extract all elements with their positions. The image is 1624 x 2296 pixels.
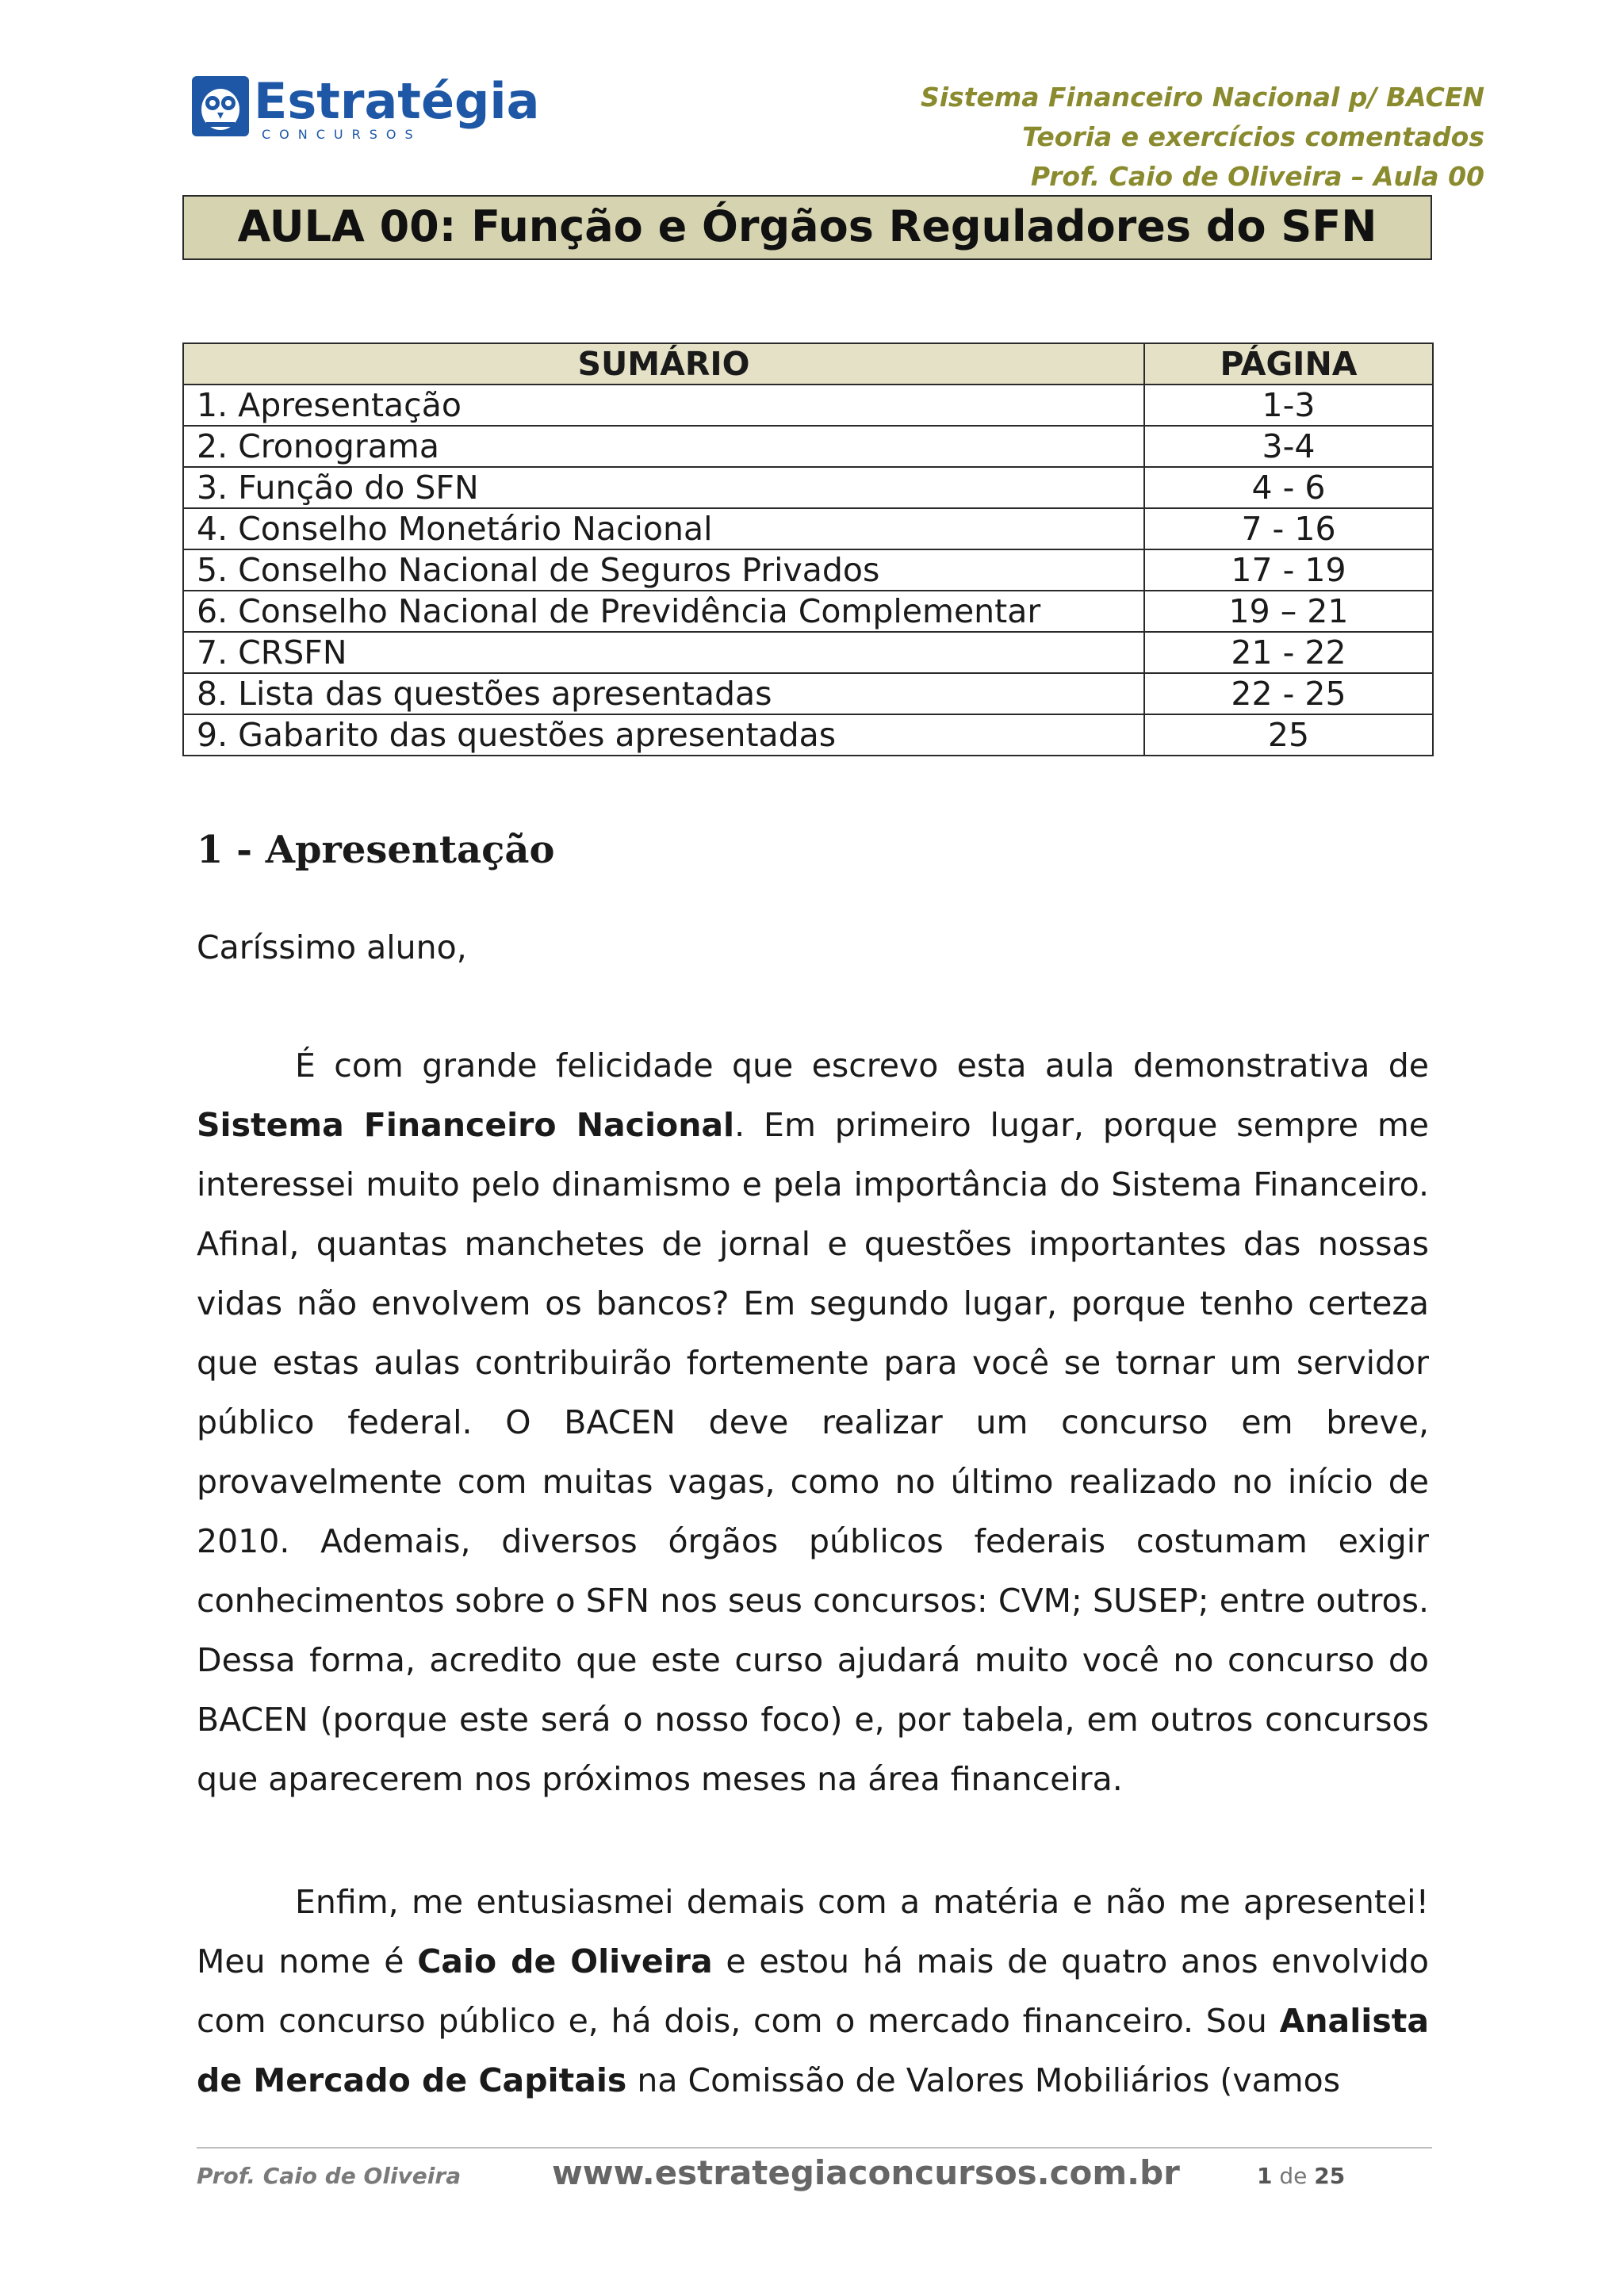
summary-item: 7. CRSFN — [183, 632, 1144, 673]
text-span: na Comissão de Valores Mobiliários (vamos — [626, 2061, 1341, 2099]
text-span: É com grande felicidade que escrevo esta aula demonstrativa de — [295, 1047, 1429, 1085]
table-row — [183, 508, 1433, 549]
logo — [192, 72, 540, 144]
table-row — [183, 426, 1433, 467]
header-course: Sistema Financeiro Nacional p/ BACEN — [920, 82, 1484, 113]
page-total: 25 — [1314, 2163, 1346, 2189]
summary-table — [182, 342, 1434, 756]
owl-logo-icon — [192, 76, 249, 136]
page-number — [1257, 2163, 1345, 2189]
text-span: . Em primeiro lugar, porque sempre me interessei muito pelo dinamismo e pela importância do Sistema Financeiro. Afinal, quantas manchetes de jornal e questões importantes das nossas vidas não envolvem os bancos? Em segundo lugar, porque tenho certeza que estas aulas contribuirão fortemente para você se tornar um servidor público federal. O BACEN deve realizar um concurso em breve, provavelmente com muitas vagas, como no último realizado no início de 2010. Ademais, diversos órgãos públicos federais costumam exigir conhecimentos sobre o SFN nos seus concursos: CVM; SUSEP; entre outros. Dessa forma, acredito que este curso ajudará muito você no concurso do BACEN (porque este será o nosso foco) e, por tabela, em outros concursos que aparecerem nos próximos meses na área financeira. — [197, 1106, 1430, 1798]
page-col-header: PÁGINA — [1144, 343, 1433, 385]
summary-page: 21 - 22 — [1144, 632, 1433, 673]
summary-item: 3. Função do SFN — [183, 467, 1144, 508]
running-header — [850, 78, 1484, 197]
lesson-title: AULA 00: Função e Órgãos Reguladores do SFN — [237, 201, 1377, 251]
table-row — [183, 632, 1433, 673]
summary-page: 25 — [1144, 714, 1433, 756]
logo-subtitle: CONCURSOS — [262, 127, 422, 142]
summary-item: 9. Gabarito das questões apresentadas — [183, 714, 1144, 756]
text-span: e estou há mais de quatro anos envolvido com concurso público e, há dois, com o mercado financeiro. Sou — [197, 1942, 1430, 2040]
summary-item: 6. Conselho Nacional de Previdência Complementar — [183, 591, 1144, 632]
logo-brand: Estratégia — [254, 72, 540, 130]
summary-item: 4. Conselho Monetário Nacional — [183, 508, 1144, 549]
summary-page: 3-4 — [1144, 426, 1433, 467]
table-row — [183, 714, 1433, 756]
bold-text: Caio de Oliveira — [417, 1942, 713, 1980]
summary-col-header: SUMÁRIO — [183, 343, 1144, 385]
table-row — [183, 591, 1433, 632]
page-separator: de — [1279, 2163, 1308, 2189]
table-row — [183, 549, 1433, 591]
header-type: Teoria e exercícios comentados — [1022, 121, 1484, 152]
section-heading: 1 - Apresentação — [197, 828, 555, 872]
summary-header-row — [183, 343, 1433, 385]
footer-author: Prof. Caio de Oliveira — [197, 2163, 462, 2189]
page-current: 1 — [1257, 2163, 1273, 2189]
summary-item: 1. Apresentação — [183, 385, 1144, 426]
paragraph-about-author — [197, 1873, 1429, 2110]
summary-page: 19 – 21 — [1144, 591, 1433, 632]
summary-page: 4 - 6 — [1144, 467, 1433, 508]
bold-text: Analista de Mercado de Capitais — [197, 2002, 1429, 2099]
paragraph-intro — [197, 1036, 1429, 1809]
table-row — [183, 673, 1433, 714]
summary-page: 7 - 16 — [1144, 508, 1433, 549]
footer-divider — [197, 2147, 1432, 2149]
greeting: Caríssimo aluno, — [197, 928, 467, 966]
summary-item: 5. Conselho Nacional de Seguros Privados — [183, 549, 1144, 591]
table-row — [183, 467, 1433, 508]
summary-page: 22 - 25 — [1144, 673, 1433, 714]
header-professor: Prof. Caio de Oliveira – Aula 00 — [1030, 161, 1484, 192]
table-row — [183, 385, 1433, 426]
text-span: Enfim, me entusiasmei demais com a matéria e não me apresentei! Meu nome é — [197, 1883, 1429, 1980]
summary-item: 8. Lista das questões apresentadas — [183, 673, 1144, 714]
footer-website-link[interactable]: www.estrategiaconcursos.com.br — [552, 2153, 1180, 2192]
lesson-title-box — [182, 195, 1432, 260]
summary-item: 2. Cronograma — [183, 426, 1144, 467]
summary-page: 1-3 — [1144, 385, 1433, 426]
summary-page: 17 - 19 — [1144, 549, 1433, 591]
bold-text: Sistema Financeiro Nacional — [197, 1106, 735, 1144]
